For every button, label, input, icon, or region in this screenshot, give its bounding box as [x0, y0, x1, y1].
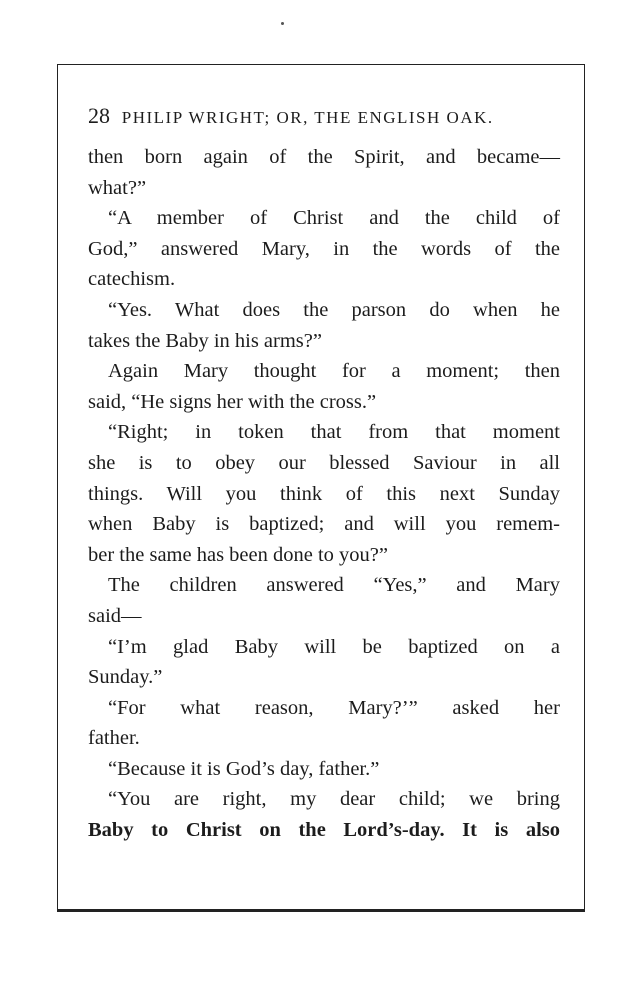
text-line: “Yes. What does the parson do when he [108, 298, 560, 321]
text-line: “You are right, my dear child; we bring [108, 788, 560, 811]
text-line: takes the Baby in his arms?” [88, 329, 322, 352]
text-line: when Baby is baptized; and will you remem- [88, 513, 560, 536]
text-line: “Because it is God’s day, father.” [108, 757, 380, 780]
text-line: Sunday.” [88, 666, 163, 689]
text-line: what?” [88, 176, 147, 199]
page-number: 28 [88, 103, 110, 128]
running-title: PHILIP WRIGHT; OR, THE ENGLISH OAK. [121, 108, 494, 127]
text-line: God,” answered Mary, in the words of the [88, 237, 560, 260]
text-line: ber the same has been done to you?” [88, 543, 388, 566]
text-line: “Right; in token that from that moment [108, 421, 560, 444]
text-line: Baby to Christ on the Lord’s-day. It is also [88, 819, 560, 842]
text-line: then born again of the Spirit, and became— [88, 146, 560, 168]
text-line: things. Will you think of this next Sunday [88, 482, 560, 505]
text-line: “For what reason, Mary?’” asked her [108, 696, 560, 719]
text-line: she is to obey our blessed Saviour in all [88, 451, 560, 474]
text-line: The children answered “Yes,” and Mary [108, 574, 560, 597]
text-line: “A member of Christ and the child of [108, 207, 560, 230]
text-line: Again Mary thought for a moment; then [108, 360, 560, 383]
text-line: said, “He signs her with the cross.” [88, 390, 377, 413]
text-line: “I’m glad Baby will be baptized on a [108, 635, 560, 658]
ink-speck [281, 22, 284, 25]
text-line: said— [88, 604, 142, 627]
text-line: catechism. [88, 268, 176, 291]
text-line: father. [88, 727, 140, 750]
body-text [88, 142, 560, 846]
running-header [88, 103, 558, 127]
